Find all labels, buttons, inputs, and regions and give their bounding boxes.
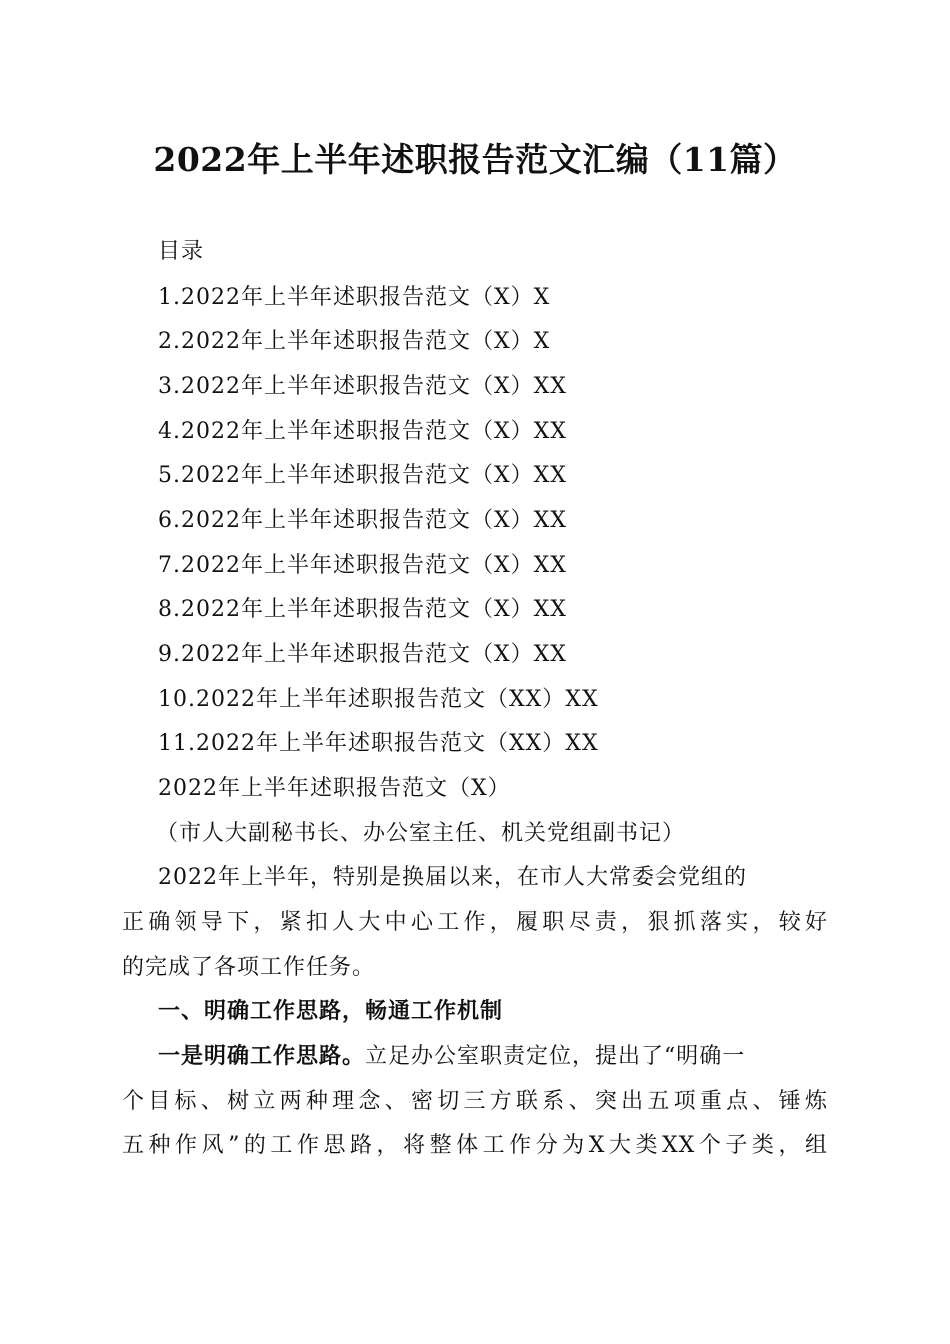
toc-item: 8.2022年上半年述职报告范文（X）XX <box>158 597 567 622</box>
toc-item: 4.2022年上半年述职报告范文（X）XX <box>158 419 567 444</box>
toc-item: 1.2022年上半年述职报告范文（X）X <box>158 285 551 310</box>
document-title: 2022年上半年述职报告范文汇编（11篇） <box>153 140 797 179</box>
toc-item: 3.2022年上半年述职报告范文（X）XX <box>158 374 567 399</box>
article-author: （市人大副秘书长、办公室主任、机关党组副书记） <box>156 821 686 846</box>
section-lead: 一是明确工作思路。 <box>158 1044 366 1069</box>
toc-item: 10.2022年上半年述职报告范文（XX）XX <box>158 687 599 712</box>
article-title: 2022年上半年述职报告范文（X） <box>158 776 511 801</box>
toc-item: 5.2022年上半年述职报告范文（X）XX <box>158 463 567 488</box>
section-paragraph-line <box>158 1042 745 1072</box>
intro-paragraph-line: 正确领导下，紧扣人大中心工作，履职尽责，狠抓落实，较好 <box>122 910 828 935</box>
intro-paragraph-line: 的完成了各项工作任务。 <box>122 955 376 980</box>
toc-item: 7.2022年上半年述职报告范文（X）XX <box>158 553 567 578</box>
toc-item: 2.2022年上半年述职报告范文（X）X <box>158 329 551 354</box>
section-paragraph-line: 五种作风”的工作思路，将整体工作分为X大类XX个子类，组 <box>122 1133 828 1158</box>
section-paragraph-line: 个目标、树立两种理念、密切三方联系、突出五项重点、锤炼 <box>122 1089 828 1114</box>
toc-item: 11.2022年上半年述职报告范文（XX）XX <box>158 731 599 756</box>
toc-item: 6.2022年上半年述职报告范文（X）XX <box>158 508 567 533</box>
section-paragraph-text: 立足办公室职责定位，提出了“明确一 <box>365 1044 746 1069</box>
toc-item: 9.2022年上半年述职报告范文（X）XX <box>158 642 567 667</box>
intro-paragraph-line: 2022年上半年，特别是换届以来，在市人大常委会党组的 <box>158 865 747 890</box>
toc-heading: 目录 <box>158 239 205 264</box>
section-heading: 一、明确工作思路，畅通工作机制 <box>158 999 504 1024</box>
